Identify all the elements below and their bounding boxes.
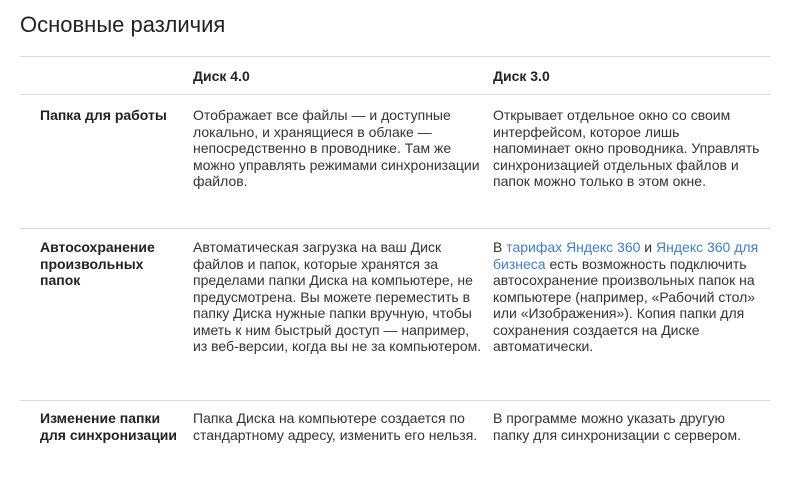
cell-disk-4: Автоматическая загрузка на ваш Диск файлов и папок, которые хранятся за пределами папки Диска на компьютере, не предусмотрена. Вы можете переместить в папку Диска нужные папки вручную, чтобы иметь к ним быстрый доступ — например, из веб-версии, когда вы не за компьютером. (193, 229, 493, 401)
comparison-table (20, 56, 770, 491)
text-middle: и (640, 239, 657, 255)
row-label-sync-folder: Изменение папки для синхронизации (20, 401, 193, 491)
header-disk-3: Диск 3.0 (493, 57, 770, 95)
cell-disk-4: Отображает все файлы — и доступные локально, и хранящиеся в облаке — непосредственно в проводнике. Там же можно управлять режимами синхронизации файлов. (193, 95, 493, 229)
cell-disk-3 (493, 229, 770, 401)
cell-disk-4: Папка Диска на компьютере создается по стандартному адресу, изменить его нельзя. (193, 401, 493, 491)
link-yandex-360-business[interactable]: Яндекс 360 для бизнеса (493, 239, 759, 272)
table-row (20, 229, 770, 401)
cell-disk-3: В программе можно указать другую папку для синхронизации с сервером. (493, 401, 770, 491)
table-row (20, 401, 770, 491)
row-label-work-folder: Папка для работы (20, 95, 193, 229)
link-yandex-360-tariffs[interactable]: тарифах Яндекс 360 (506, 239, 641, 255)
row-label-autosave: Автосохранение произвольных папок (20, 229, 193, 401)
table-row (20, 95, 770, 229)
cell-disk-3: Открывает отдельное окно со своим интерфейсом, которое лишь напоминает окно проводника. Управлять синхронизацией отдельных файлов и папок можно только в этом окне. (493, 95, 770, 229)
page-title: Основные различия (20, 12, 226, 37)
text-suffix: есть возможность подключить автосохранение произвольных папок на компьютере (например, «Рабочий стол» или «Изображения»). Копия папки для сохранения создается на Диске автоматически. (493, 255, 756, 354)
table-header-row (20, 57, 770, 95)
text-prefix: В (493, 239, 507, 255)
header-disk-4: Диск 4.0 (193, 57, 493, 95)
header-empty-cell (20, 57, 193, 95)
